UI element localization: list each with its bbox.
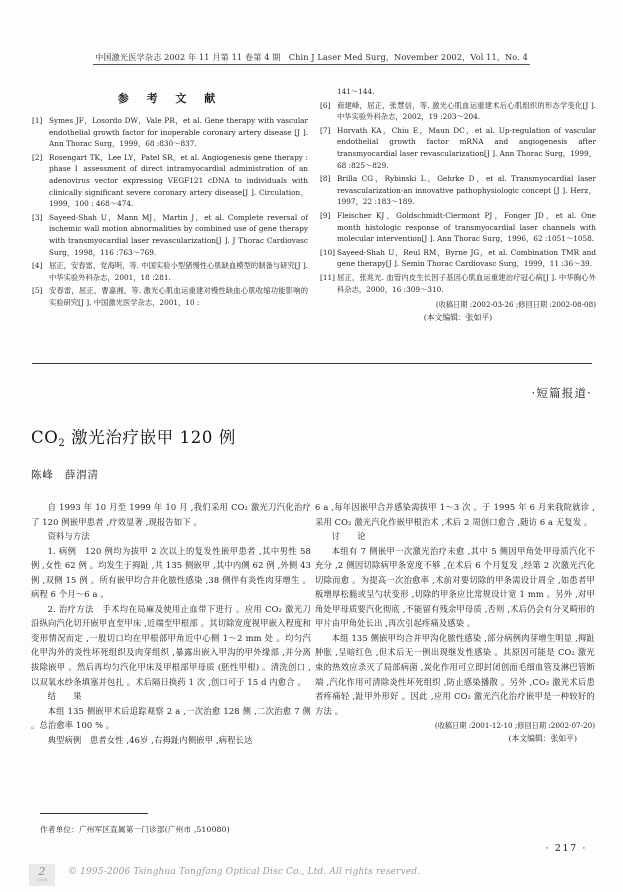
reference-number: [6] [320,100,331,110]
reference-number: [8] [320,174,331,184]
article-kicker: ·短篇报道· [531,386,592,400]
received-revised-dates: (收稿日期 :2001-12-10 ;修回日期 :2002-07-20) [434,721,595,731]
reference-number: [2] [32,152,43,162]
reference-item [32,212,308,258]
reference-text: 屈正，张兆光. 血管内皮生长因子基因心肌血运重建治疗冠心病[J ]. 中华胸心外科杂志，2000，16 :309～310. [337,272,596,294]
references-left-column [32,86,308,311]
received-revised-dates: (收稿日期 :2002-03-26 ;修回日期 :2002-08-08) [435,300,596,310]
reference-item [32,115,308,150]
cnki-logo-subtext: 中国知网 [36,879,48,882]
reference-continuation: 141～144. [337,87,375,96]
references-section [0,86,623,354]
section-divider [32,363,592,364]
body-paragraph: 典型病例 患者女性 ,46岁 ,右拇趾内侧嵌甲 ,病程长达 [47,734,253,745]
body-right-column [315,500,595,745]
copyright-bar [0,862,623,892]
reference-text: Horvath KA，Chiu E，Maun DC，et al. Up-regulation of vascular endothelial growth factor mRNA and angiogenesis after transmyocardial laser revascularization[J ]. Ann Thorac Surg，1999，68 :825～829. [337,125,596,170]
body-paragraph: 自 1993 年 10 月至 1999 年 10 月 ,我们采用 CO₂ 激光刀汽化治疗了 120 例嵌甲患者 ,疗效显著 ,现报告如下 。 [31,502,311,527]
reference-item [32,260,308,283]
running-head-text: 中国激光医学杂志 2002 年 11 月第 11 卷第 4 期 Chin J Laser Med Surg，November 2002，Vol 11，No. 4 [93,52,530,65]
reference-text: Fleischer KJ，Goldschmidt-Clermont PJ，Fonger JD，et al. One month histologic response of transmyocardial laser channels with molecular intervention[J ]. Ann Thorac Surg，1996，62 :1051～1058. [337,210,596,244]
body-paragraph: 2. 治疗方法 手术均在局麻及使用止血带下进行 。应用 CO₂ 激光刀沿纵向汽化切开嵌甲直至甲床 ,近端至甲根部 。其切除宽度视甲嵌入程度和变形情况而定 ,一般切口均在甲根部甲角近中心侧 1～2 mm 处 。均匀汽化甲沟外的炎性坏死组织及肉芽组织 ,暴露出嵌入甲沟的甲外缘部 ,并分离拔除嵌甲 。然后再均匀汽化甲床及甲根部甲母质 (胚性甲根) 。清洗创口 ,以双氧水纱条填塞并包扎 。术后隔日换药 1 次 ,创口可于 15 d 内愈合 。 [31,603,311,687]
reference-number: [11] [320,272,335,282]
reference-number: [5] [32,286,43,296]
article-authors: 陈峰 薛渭清 [31,469,99,481]
reference-number: [10] [320,247,335,257]
copyright-text: © 1995-2006 Tsinghua Tongfang Optical Disc Co., Ltd. All rights reserved. [68,867,421,877]
reference-item [320,210,596,245]
reference-number: [3] [32,212,43,222]
body-paragraph: 本组 135 侧嵌甲术后追踪观察 2 a ,一次治愈 128 侧 ,二次治愈 7 侧 。总治愈率 100 % 。 [31,705,311,731]
author-affiliation [40,824,230,835]
reference-text: Symes JF，Losordo DW，Vale PR，et al. Gene therapy with vascular endothelial growth factor for inoperable coronary artery disease [J ]. Ann Thorac Surg，1999，68 :830～837. [49,116,308,149]
cnki-logo-icon [29,864,55,886]
reference-text: 商建峰，屈正，张慧信，等. 激光心肌血运重建术后心肌组织的形态学变化[J ]. 中华实验外科杂志，2002，19 :203～204. [337,100,596,122]
affiliation-label: 作者单位： [40,825,79,834]
body-subheading: 资料与方法 [47,531,90,542]
body-subheading: 讨 论 [331,531,370,542]
reference-text: Sayeed-Shah U，Reul RM，Byrne JG，et al. Combination TMR and gene therapy[J ]. Semin Thorac Cardiovasc Surg，1999，11 :36～39. [337,247,596,269]
body-paragraph: 本组 135 侧嵌甲均合并甲沟化脓性感染 ,部分病例肉芽增生明显 ,拇趾肿胀 ,呈暗红色 ,但术后无一例出现继发性感染 。其原因可能是 CO₂ 激光束的热效应杀灭了局部病菌 ,炭化作用可立即封闭创面毛细血管及淋巴管断端 ,汽化作用可清除炎性坏死组织 ,防止感染播散 。另外 ,CO₂ 激光术后患者疼痛轻 ,趾甲外形好 。因此 ,应用 CO₂ 激光汽化治疗嵌甲是一种较好的方法 。 [315,632,595,716]
reference-text: 屈正，安春雷，党海明，等. 中国实验小型猪慢性心肌缺血模型的制备与研究[J ]. 中华实验外科杂志，2001，18 :281. [49,261,308,282]
reference-number: [7] [320,125,331,135]
body-paragraph: 6 a ,每年因嵌甲合并感染需拔甲 1～3 次 。于 1995 年 6 月来我院就诊 ,采用 CO₂ 激光汽化作嵌甲根治术 ,术后 2 周创口愈合 ,随访 6 a 无复发 。 [315,502,595,527]
reference-item [320,272,596,295]
reference-number: [4] [32,261,43,271]
reference-item [32,285,308,308]
affiliation-text: 广州军区直属第一门诊部(广州市 ,510080) [78,825,230,834]
reference-item [320,247,596,270]
references-right-column [320,86,596,324]
article-title [31,424,236,448]
article-title-subscript: 2 [58,437,66,449]
editor-credit: (本文编辑：张如平) [423,313,493,323]
reference-number: [9] [320,210,331,220]
reference-text: Sayeed-Shah U，Mann MJ，Martin J，et al. Complete reversal of ischemic wall motion abnormalities by combined use of gene therapy with transmyocardial laser revascularization[J ]. J Thorac Cardiovasc Surg，1998，116 :763～769. [49,212,308,257]
reference-item [320,100,596,123]
reference-item [320,173,596,208]
reference-item [320,125,596,171]
reference-text: 安春雷，屈正，曹嘉湘，等. 激光心肌血运重建对慢性缺血心肌收缩功能影响的实验研究[J ]. 中国激光医学杂志，2001，10 : [49,286,308,307]
body-paragraph: 1. 病例 120 例均为拔甲 2 次以上的复发性嵌甲患者 ,其中男性 58 例 ,女性 62 例 。均发生于拇趾 ,共 135 侧嵌甲 ,其中内侧 62 例 ,外侧 43 例 ,双侧 15 例 。所有嵌甲均合并化脓性感染 ,38 侧伴有炎性肉芽增生 。病程 6 个月～6 a 。 [31,545,311,600]
running-head [0,52,623,65]
article-body [0,500,623,820]
body-paragraph: 本组有 7 侧嵌甲一次激光治疗未愈 ,其中 5 侧因甲角处甲母质汽化不充分 ,2 侧因切除病甲条宽度不够 ,在术后 6 个月复发 ,经第 2 次激光汽化切除而愈 。为提高一次治愈率 ,术前对要切除的甲条需设计周全 ,如患者甲板增厚松脆或呈勺状变形 ,切除的甲条应比常规设计宽 1 mm 。另外 ,对甲角处甲母质要汽化彻底 ,不能留有残余甲母质 ,否则 ,术后仍会有分叉畸形的甲片由甲角处长出 ,再次引起疼痛及感染 。 [315,545,595,629]
article-title-prefix: CO [31,428,59,447]
reference-number: [1] [32,116,43,125]
reference-item [32,152,308,210]
reference-text: Rosengart TK，Lee LY，Patel SR，et al. Angiogenesis gene therapy : phase Ⅰ assessment of direct intramyocardial administration of an adenovirus vector expressing VEGF121 cDNA to individuals with clinically significant severe coronary artery disease[J ]. Circulation，1999，100 : 468～474. [49,152,308,209]
footnote-divider [40,813,148,814]
body-left-column [31,500,311,747]
article-title-rest: 激光治疗嵌甲 120 例 [65,428,236,447]
references-heading: 参 考 文 献 [117,92,223,105]
editor-credit: (本文编辑：张如平) [508,734,577,744]
reference-text: Brilla CG，Rybinski L，Gehrke D，et al. Transmyocardial laser revascularization-an innovative pathophysiologic concept [J ]. Herz，1997，22 :183～189. [337,174,596,207]
page-number: · 217 · [545,843,587,854]
body-subheading: 结 果 [47,691,86,702]
cnki-logo-glyph: 2 [38,865,46,878]
